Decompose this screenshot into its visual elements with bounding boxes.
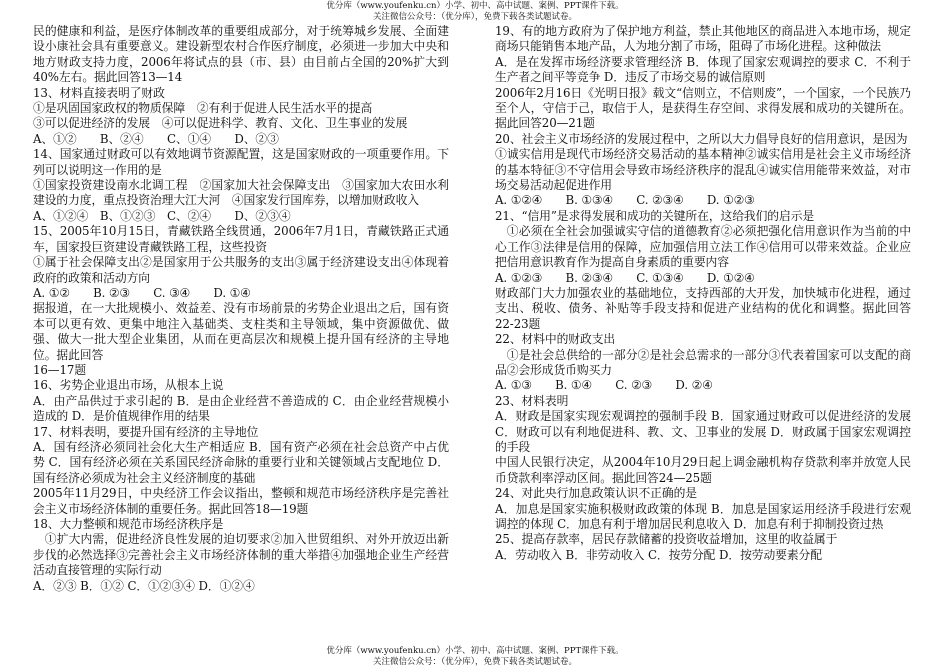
q21-statements: ①必须在全社会加强诚实守信的道德教育②必须把强化信用意识作为当前的中心工作③法律是信用的保障，应加强信用立法工作④信用可以带来效益。企业应把信用意识教育作为提高自身素质的重要内容 — [495, 224, 911, 270]
question-23: 23、材料表明 — [495, 393, 569, 408]
question-19: 19、有的地方政府为了保护地方利益，禁止其他地区的商品进入本地市场，规定商场只能销售本地产品，人为地分割了市场，阻碍了市场化进程。这种做法 — [495, 24, 911, 54]
question-20: 20、社会主义市场经济的发展过程中，之所以大力倡导良好的信用意识，是因为 — [495, 131, 908, 146]
question-21: 21、“信用”是求得发展和成功的关键所在，这给我们的启示是 — [495, 208, 815, 223]
footer-line-2: 关注微信公众号：（优分库），免费下载各类试题试卷。 — [372, 657, 577, 667]
passage: 据报道，在一大批规模小、效益差、没有市场前景的劣势企业退出之后，国有资本可以更有效、更集中地注入基础类、支柱类和主导领域，集中资源做优、做强、做大一批大型企业集团，从而在更高层次和规模上提升国有经济的主导地位。据此回答 — [33, 301, 449, 362]
q23-options: A．财政是国家实现宏观调控的强制手段 B．国家通过财政可以促进经济的发展 C．财政可以有利地促进科、教、文、卫事业的发展 D．财政属于国家宏观调控的手段 — [495, 409, 911, 454]
footer-line-1: 优分库（www.youfenku.cn）小学、初中、高中试题、案例、PPT课件下载。 — [326, 646, 624, 656]
question-17: 17、材料表明，要提升国有经济的主导地位 — [33, 424, 259, 439]
right-column — [495, 24, 911, 563]
q20-statements: ①诚实信用是现代市场经济交易活动的基本精神②诚实信用是社会主义市场经济的基本特征③不守信用会导致市场经济秩序的混乱④诚实信用能带来效益，对市场交易活动起促进作用 — [495, 147, 911, 193]
q21-options: A. ①②③ B. ②③④ C. ①③④ D. ①②④ — [495, 270, 755, 285]
question-25: 25、提高存款率，居民存款储蓄的投资收益增加，这里的收益属于 — [495, 532, 838, 547]
passage: 中国人民银行决定，从2004年10月29日起上调金融机构存贷款利率并放宽人民币贷款利率浮动区间。据此回答24—25题 — [495, 455, 911, 485]
left-column — [33, 24, 449, 594]
passage: 2005年11月29日，中央经济工作会议指出，整顿和规范市场经济秩序是完善社会主义市场经济体制的重要任务。据此回答18—19题 — [33, 486, 449, 516]
q19-options: A．是在发挥市场经济要求管理经济 B．体现了国家宏观调控的要求 C．不利于生产者之间平等竞争 D．违反了市场交易的诚信原则 — [495, 54, 911, 85]
q24-options: A．加息是国家实施积极财政政策的体现 B．加息是国家运用经济手段进行宏观调控的体现 C．加息有利于增加居民利息收入 D．加息有利于抑制投资过热 — [495, 501, 911, 531]
question-16: 16、劣势企业退出市场，从根本上说 — [33, 378, 224, 393]
question-13: 13、材料直接表明了财政 — [33, 85, 165, 100]
q14-options: A、①②④ B、①②③ C、②④ D、②③④ — [33, 208, 291, 223]
passage: 财政部门大力加强农业的基础地位，支持西部的大开发，加快城市化进程，通过支出、税收、债务、补贴等手段支持和促进产业结构的优化和调整。据此回答22-23题 — [495, 285, 911, 331]
page-header — [0, 1, 950, 23]
header-line-2: 关注微信公众号：（优分库），免费下载各类试题试卷。 — [372, 12, 577, 22]
q16-options: A．由产品供过于求引起的 B．是由企业经营不善造成的 C．由企业经营规模小造成的 D．是价值规律作用的结果 — [33, 393, 449, 424]
q25-options: A．劳动收入 B．非劳动收入 C．按劳分配 D．按劳动要素分配 — [495, 547, 822, 562]
question-18: 18、大力整顿和规范市场经济秩序是 — [33, 517, 224, 531]
q13-options: A、①② B、②④ C、①④ D、②③ — [33, 131, 279, 146]
q13-statements-a: ①是巩固国家政权的物质保障 ②有利于促进人民生活水平的提高 — [33, 101, 373, 116]
question-15: 15、2005年10月15日，青藏铁路全线贯通，2006年7月1日，青藏铁路正式通车，国家投巨资建设青藏铁路工程，这些投资 — [33, 224, 449, 254]
question-24: 24、对此央行加息政策认识不正确的是 — [495, 486, 697, 501]
passage-range: 16—17题 — [33, 362, 87, 377]
q17-options: A．国有经济必须同社会化大生产相适应 B．国有资产必须在社会总资产中占优势 C．国有经济必须在关系国民经济命脉的重要行业和关键领域占支配地位 D．国有经济必须成为社会主义经济制度的基础 — [33, 439, 449, 485]
passage: 2006年2月16日《光明日报》载文“信则立，不信则废”，一个国家，一个民族乃至个人，守信于己，取信于人，是获得生存空间、求得发展和成功的关键所在。据此回答20—21题 — [495, 85, 911, 131]
q22-statements: ①是社会总供给的一部分②是社会总需求的一部分③代表着国家可以支配的商品②会形成货币购买力 — [495, 347, 911, 377]
q22-options: A. ①③ B. ①④ C. ②③ D. ②④ — [495, 378, 713, 393]
q14-statements: ①国家投资建设南水北调工程 ②国家加大社会保障支出 ③国家加大农田水利建设的力度，重点投资治理大江大河 ④国家发行国库券，以增加财政收入 — [33, 178, 449, 208]
question-14: 14、国家通过财政可以有效地调节资源配置，这是国家财政的一项重要作用。下列可以说明这一作用的是 — [33, 147, 449, 177]
q18-options: A．②③ B．①② C．①②③④ D．①②④ — [33, 578, 255, 593]
question-22: 22、材料中的财政支出 — [495, 332, 616, 347]
page-footer — [0, 646, 950, 668]
header-line-1: 优分库（www.youfenku.cn）小学、初中、高中试题、案例、PPT课件下载。 — [326, 1, 624, 11]
q13-statements-b: ③可以促进经济的发展 ④可以促进科学、教育、文化、卫生事业的发展 — [33, 116, 408, 131]
q15-options: A. ①② B. ②③ C. ③④ D. ①④ — [33, 285, 251, 300]
q20-options: A. ①②④ B. ①③④ C. ②③④ D. ①②③ — [495, 193, 755, 208]
q15-statements: ①属于社会保障支出②是国家用于公共服务的支出③属于经济建设支出④体现着政府的政策和活动方向 — [33, 255, 449, 285]
passage: 民的健康和利益，是医疗体制改革的重要组成部分，对于统筹城乡发展、全面建设小康社会具有重要意义。建设新型农村合作医疗制度，必须进一步加大中央和地方财政支持力度，2006年将试点的县（市、县）由目前占全国的20%扩大到40%左右。据此回答13—14 — [33, 24, 449, 85]
q18-statements: ①扩大内需，促进经济良性发展的迫切要求②加入世贸组织、对外开放迈出新步伐的必然选择③完善社会主义市场经济体制的重大举措④加强地企业生产经营活动直接管理的实际行动 — [33, 532, 449, 578]
